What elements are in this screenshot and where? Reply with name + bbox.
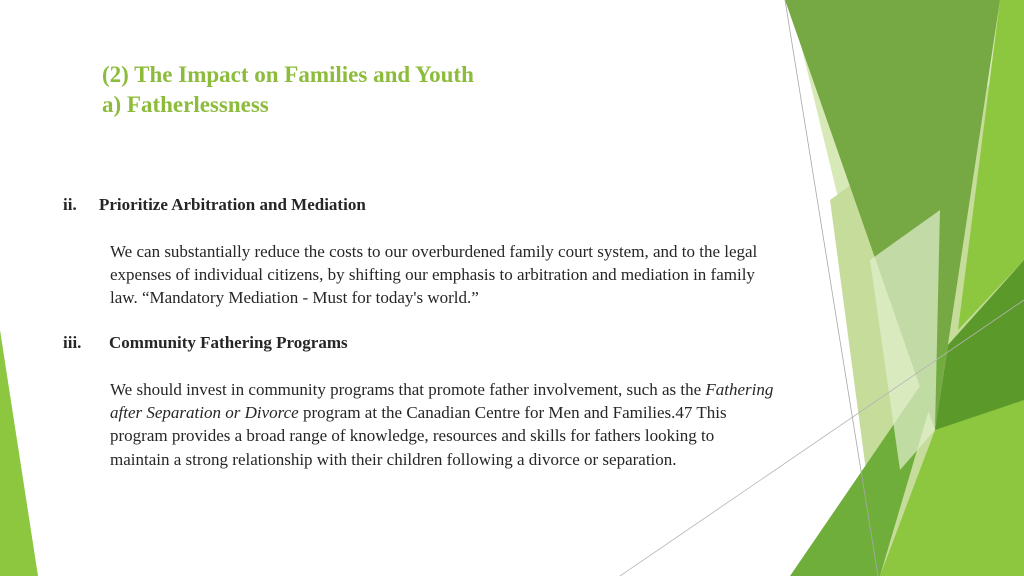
item-body-text: program at the Canadian Centre for Men and Families.47 This program provides a broad range of knowledge, resources and skills for fathers looking to maintain a strong relationship with their children following a divorce or separation.: [110, 403, 727, 469]
slide-title-line2: a) Fatherlessness: [102, 92, 269, 117]
item-heading-text: Community Fathering Programs: [109, 333, 348, 352]
item-body-iii: [110, 378, 775, 471]
item-number: ii.: [63, 195, 77, 214]
slide-title: [102, 60, 474, 120]
item-heading-text: Prioritize Arbitration and Mediation: [99, 195, 366, 214]
slide-title-line1: (2) The Impact on Families and Youth: [102, 62, 474, 87]
program-name-italic: Fathering after Separation or Divorce: [110, 380, 774, 423]
left-green-sliver: [0, 330, 38, 576]
item-body-text: We should invest in community programs that promote father involvement, such as the: [110, 380, 706, 399]
item-body-ii: We can substantially reduce the costs to our overburdened family court system, and to the legal expenses of individual citizens, by shifting our emphasis to arbitration and mediation in family law. “Mandatory Mediation - Must for today's world.”: [110, 242, 758, 308]
item-number: iii.: [63, 333, 82, 352]
